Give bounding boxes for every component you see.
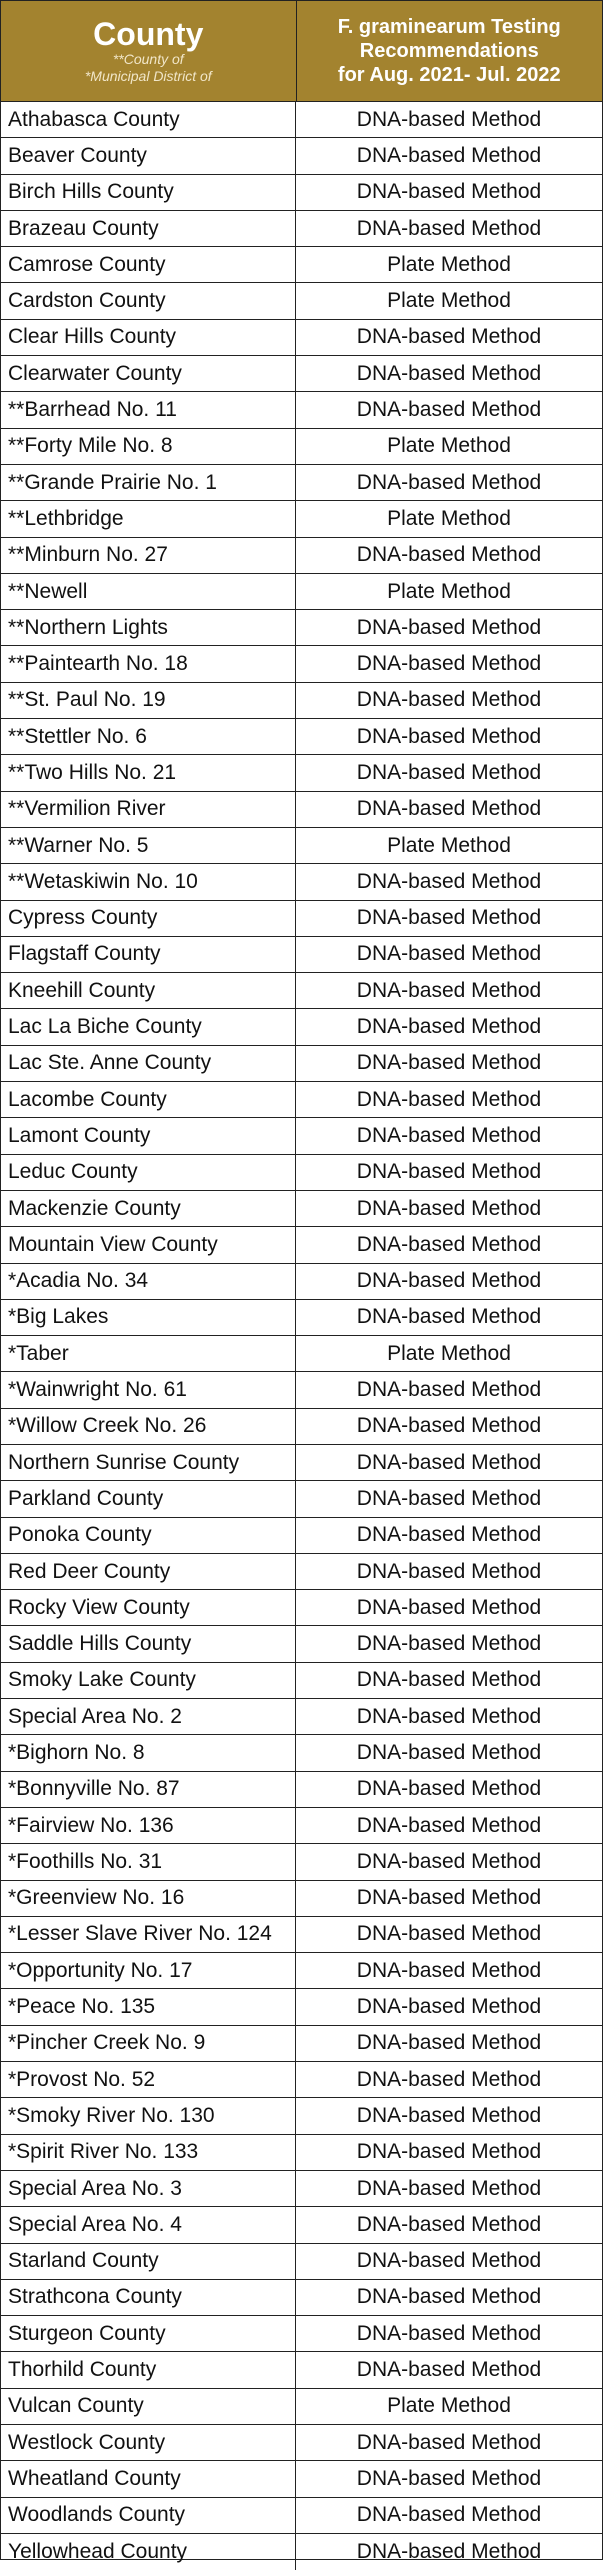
method-cell: DNA-based Method [356, 2285, 542, 2309]
table-row [1, 2280, 602, 2316]
county-cell: Special Area No. 4 [1, 2207, 296, 2242]
method-cell: DNA-based Method [356, 2212, 542, 2236]
table-row [1, 973, 602, 1009]
method-cell: DNA-based Method [356, 1123, 542, 1147]
table-row [1, 2026, 602, 2062]
county-cell: Clearwater County [1, 356, 296, 391]
method-cell: DNA-based Method [356, 1486, 542, 1510]
county-cell: Birch Hills County [1, 175, 296, 210]
county-cell: *Spirit River No. 133 [1, 2135, 296, 2170]
table-row [1, 2135, 602, 2171]
method-cell: DNA-based Method [356, 1595, 542, 1619]
table-body [1, 102, 602, 2570]
method-cell: DNA-based Method [356, 1160, 542, 1184]
table-row [1, 1300, 602, 1336]
table-row [1, 1227, 602, 1263]
method-cell: DNA-based Method [356, 180, 542, 204]
method-cell: DNA-based Method [356, 2503, 542, 2527]
method-cell: Plate Method [387, 506, 511, 530]
table-row [1, 828, 602, 864]
method-cell: Plate Method [387, 434, 511, 458]
table-row [1, 356, 602, 392]
method-cell: DNA-based Method [356, 1777, 542, 1801]
method-cell: DNA-based Method [356, 1232, 542, 1256]
method-cell: DNA-based Method [356, 1813, 542, 1837]
method-cell: DNA-based Method [356, 216, 542, 240]
method-cell: DNA-based Method [356, 1849, 542, 1873]
table-row [1, 1844, 602, 1880]
county-cell: *Lesser Slave River No. 124 [1, 1917, 296, 1952]
county-cell: **Grande Prairie No. 1 [1, 465, 296, 500]
method-cell: DNA-based Method [356, 361, 542, 385]
table-row [1, 1264, 602, 1300]
county-cell: Parkland County [1, 1481, 296, 1516]
table-row [1, 1481, 602, 1517]
table-row [1, 1046, 602, 1082]
method-cell: DNA-based Method [356, 615, 542, 639]
county-cell: Wheatland County [1, 2461, 296, 2496]
method-cell: DNA-based Method [356, 2540, 542, 2564]
table-row [1, 1917, 602, 1953]
method-cell: Plate Method [387, 252, 511, 276]
county-cell: **Vermilion River [1, 792, 296, 827]
county-cell: Athabasca County [1, 102, 296, 137]
method-cell: DNA-based Method [356, 942, 542, 966]
table-row [1, 1772, 602, 1808]
table-row [1, 2316, 602, 2352]
county-cell: *Greenview No. 16 [1, 1881, 296, 1916]
county-cell: Sturgeon County [1, 2316, 296, 2351]
table-row [1, 465, 602, 501]
method-cell: DNA-based Method [356, 2067, 542, 2091]
county-cell: **St. Paul No. 19 [1, 683, 296, 718]
method-cell: DNA-based Method [356, 906, 542, 930]
method-cell: DNA-based Method [356, 398, 542, 422]
county-cell: Westlock County [1, 2425, 296, 2460]
table-row [1, 138, 602, 174]
method-cell: DNA-based Method [356, 1668, 542, 1692]
table-row [1, 646, 602, 682]
table-row [1, 755, 602, 791]
method-cell: DNA-based Method [356, 1269, 542, 1293]
method-cell: DNA-based Method [356, 1305, 542, 1329]
method-cell: DNA-based Method [356, 760, 542, 784]
table-row [1, 1009, 602, 1045]
county-legend-double: **County of [112, 51, 184, 67]
county-cell: Cypress County [1, 901, 296, 936]
method-cell: DNA-based Method [356, 1958, 542, 1982]
county-cell: Leduc County [1, 1155, 296, 1190]
table-row [1, 1409, 602, 1445]
method-cell: DNA-based Method [356, 1922, 542, 1946]
table-row [1, 683, 602, 719]
county-cell: Lamont County [1, 1118, 296, 1153]
method-cell: DNA-based Method [356, 2176, 542, 2200]
table-row [1, 1663, 602, 1699]
table-row [1, 283, 602, 319]
method-cell: DNA-based Method [356, 2103, 542, 2127]
table-row [1, 864, 602, 900]
county-cell: **Northern Lights [1, 610, 296, 645]
county-cell: *Bighorn No. 8 [1, 1735, 296, 1770]
table-row [1, 538, 602, 574]
table-row [1, 574, 602, 610]
table-row [1, 2461, 602, 2497]
method-header-line1: F. graminearum Testing [337, 16, 561, 38]
table-row [1, 1518, 602, 1554]
method-header-line3: for Aug. 2021- Jul. 2022 [337, 64, 561, 86]
table-row [1, 1082, 602, 1118]
method-cell: DNA-based Method [356, 325, 542, 349]
method-cell: DNA-based Method [356, 2249, 542, 2273]
county-cell: Mackenzie County [1, 1191, 296, 1226]
method-cell: DNA-based Method [356, 1995, 542, 2019]
method-cell: DNA-based Method [356, 688, 542, 712]
county-cell: **Two Hills No. 21 [1, 755, 296, 790]
table-row [1, 2425, 602, 2461]
county-header-title: County [93, 16, 204, 52]
county-cell: Beaver County [1, 138, 296, 173]
county-cell: Thorhild County [1, 2352, 296, 2387]
county-cell: *Bonnyville No. 87 [1, 1772, 296, 1807]
county-cell: Smoky Lake County [1, 1663, 296, 1698]
table-row [1, 2062, 602, 2098]
county-cell: **Stettler No. 6 [1, 719, 296, 754]
county-cell: **Forty Mile No. 8 [1, 429, 296, 464]
county-cell: **Barrhead No. 11 [1, 392, 296, 427]
method-cell: DNA-based Method [356, 1886, 542, 1910]
method-cell: DNA-based Method [356, 470, 542, 494]
county-cell: Special Area No. 2 [1, 1699, 296, 1734]
county-cell: **Lethbridge [1, 501, 296, 536]
method-cell: DNA-based Method [356, 143, 542, 167]
county-cell: Cardston County [1, 283, 296, 318]
county-cell: *Fairview No. 136 [1, 1808, 296, 1843]
county-cell: Special Area No. 3 [1, 2171, 296, 2206]
table-row [1, 247, 602, 283]
table-row [1, 2098, 602, 2134]
county-cell: Mountain View County [1, 1227, 296, 1262]
county-cell: *Acadia No. 34 [1, 1264, 296, 1299]
table-row [1, 1953, 602, 1989]
method-cell: DNA-based Method [356, 2321, 542, 2345]
county-cell: *Provost No. 52 [1, 2062, 296, 2097]
table-row [1, 1191, 602, 1227]
method-cell: Plate Method [387, 289, 511, 313]
county-cell: Lacombe County [1, 1082, 296, 1117]
table-row [1, 102, 602, 138]
table-row [1, 175, 602, 211]
method-cell: DNA-based Method [356, 797, 542, 821]
county-cell: **Minburn No. 27 [1, 538, 296, 573]
county-cell: *Pincher Creek No. 9 [1, 2026, 296, 2061]
method-cell: DNA-based Method [356, 2031, 542, 2055]
method-cell: DNA-based Method [356, 1559, 542, 1583]
county-cell: *Foothills No. 31 [1, 1844, 296, 1879]
county-cell: **Paintearth No. 18 [1, 646, 296, 681]
method-column-header [297, 1, 602, 101]
method-cell: DNA-based Method [356, 869, 542, 893]
table-row [1, 2389, 602, 2425]
table-row [1, 1808, 602, 1844]
county-cell: Yellowhead County [1, 2534, 296, 2570]
table-row [1, 211, 602, 247]
method-cell: DNA-based Method [356, 1087, 542, 1111]
method-cell: DNA-based Method [356, 1414, 542, 1438]
table-row [1, 501, 602, 537]
county-cell: **Wetaskiwin No. 10 [1, 864, 296, 899]
table-row [1, 1989, 602, 2025]
table-row [1, 1735, 602, 1771]
method-cell: Plate Method [387, 2394, 511, 2418]
county-cell: Camrose County [1, 247, 296, 282]
table-row [1, 2171, 602, 2207]
table-row [1, 610, 602, 646]
county-cell: **Warner No. 5 [1, 828, 296, 863]
table-row [1, 1554, 602, 1590]
method-cell: Plate Method [387, 833, 511, 857]
method-cell: DNA-based Method [356, 978, 542, 1002]
county-cell: Starland County [1, 2244, 296, 2279]
method-cell: DNA-based Method [356, 1523, 542, 1547]
method-cell: DNA-based Method [356, 1051, 542, 1075]
county-cell: Flagstaff County [1, 937, 296, 972]
county-cell: *Wainwright No. 61 [1, 1372, 296, 1407]
table-row [1, 2534, 602, 2570]
county-legend-single: *Municipal District of [84, 68, 212, 84]
method-cell: DNA-based Method [356, 1196, 542, 1220]
county-cell: Red Deer County [1, 1554, 296, 1589]
method-cell: DNA-based Method [356, 1450, 542, 1474]
table-row [1, 901, 602, 937]
method-cell: DNA-based Method [356, 1015, 542, 1039]
county-cell: Rocky View County [1, 1590, 296, 1625]
method-cell: DNA-based Method [356, 2430, 542, 2454]
county-cell: Strathcona County [1, 2280, 296, 2315]
table-row [1, 1118, 602, 1154]
county-cell: *Willow Creek No. 26 [1, 1409, 296, 1444]
method-cell: DNA-based Method [356, 107, 542, 131]
method-header-line2: Recommendations [359, 40, 539, 62]
table-row [1, 1336, 602, 1372]
table-row [1, 937, 602, 973]
county-cell: Kneehill County [1, 973, 296, 1008]
table-row [1, 1445, 602, 1481]
county-cell: *Opportunity No. 17 [1, 1953, 296, 1988]
county-column-header [1, 1, 297, 101]
method-cell: DNA-based Method [356, 2140, 542, 2164]
table-row [1, 719, 602, 755]
county-cell: Vulcan County [1, 2389, 296, 2424]
method-cell: DNA-based Method [356, 2358, 542, 2382]
method-cell: DNA-based Method [356, 543, 542, 567]
table-row [1, 2244, 602, 2280]
county-cell: Saddle Hills County [1, 1626, 296, 1661]
method-cell: DNA-based Method [356, 652, 542, 676]
table-header [1, 1, 602, 102]
method-cell: DNA-based Method [356, 724, 542, 748]
method-cell: Plate Method [387, 579, 511, 603]
county-cell: Woodlands County [1, 2498, 296, 2533]
table-row [1, 1881, 602, 1917]
method-cell: Plate Method [387, 1341, 511, 1365]
county-cell: **Newell [1, 574, 296, 609]
county-cell: *Taber [1, 1336, 296, 1371]
method-cell: DNA-based Method [356, 1741, 542, 1764]
table-row [1, 2207, 602, 2243]
method-cell: DNA-based Method [356, 1704, 542, 1728]
table-row [1, 392, 602, 428]
county-cell: Brazeau County [1, 211, 296, 246]
county-cell: *Big Lakes [1, 1300, 296, 1335]
county-cell: *Smoky River No. 130 [1, 2098, 296, 2133]
table-row [1, 320, 602, 356]
county-cell: Ponoka County [1, 1518, 296, 1553]
county-cell: *Peace No. 135 [1, 1989, 296, 2024]
table-row [1, 429, 602, 465]
table-row [1, 1590, 602, 1626]
county-cell: Northern Sunrise County [1, 1445, 296, 1480]
table-row [1, 1155, 602, 1191]
table-row [1, 2498, 602, 2534]
table-row [1, 2352, 602, 2388]
county-cell: Clear Hills County [1, 320, 296, 355]
table-row [1, 1699, 602, 1735]
table-row [1, 1626, 602, 1662]
method-cell: DNA-based Method [356, 2466, 542, 2490]
county-cell: Lac La Biche County [1, 1009, 296, 1044]
method-cell: DNA-based Method [356, 1632, 542, 1656]
table-row [1, 1372, 602, 1408]
table-row [1, 792, 602, 828]
method-cell: DNA-based Method [356, 1378, 542, 1402]
county-cell: Lac Ste. Anne County [1, 1046, 296, 1081]
